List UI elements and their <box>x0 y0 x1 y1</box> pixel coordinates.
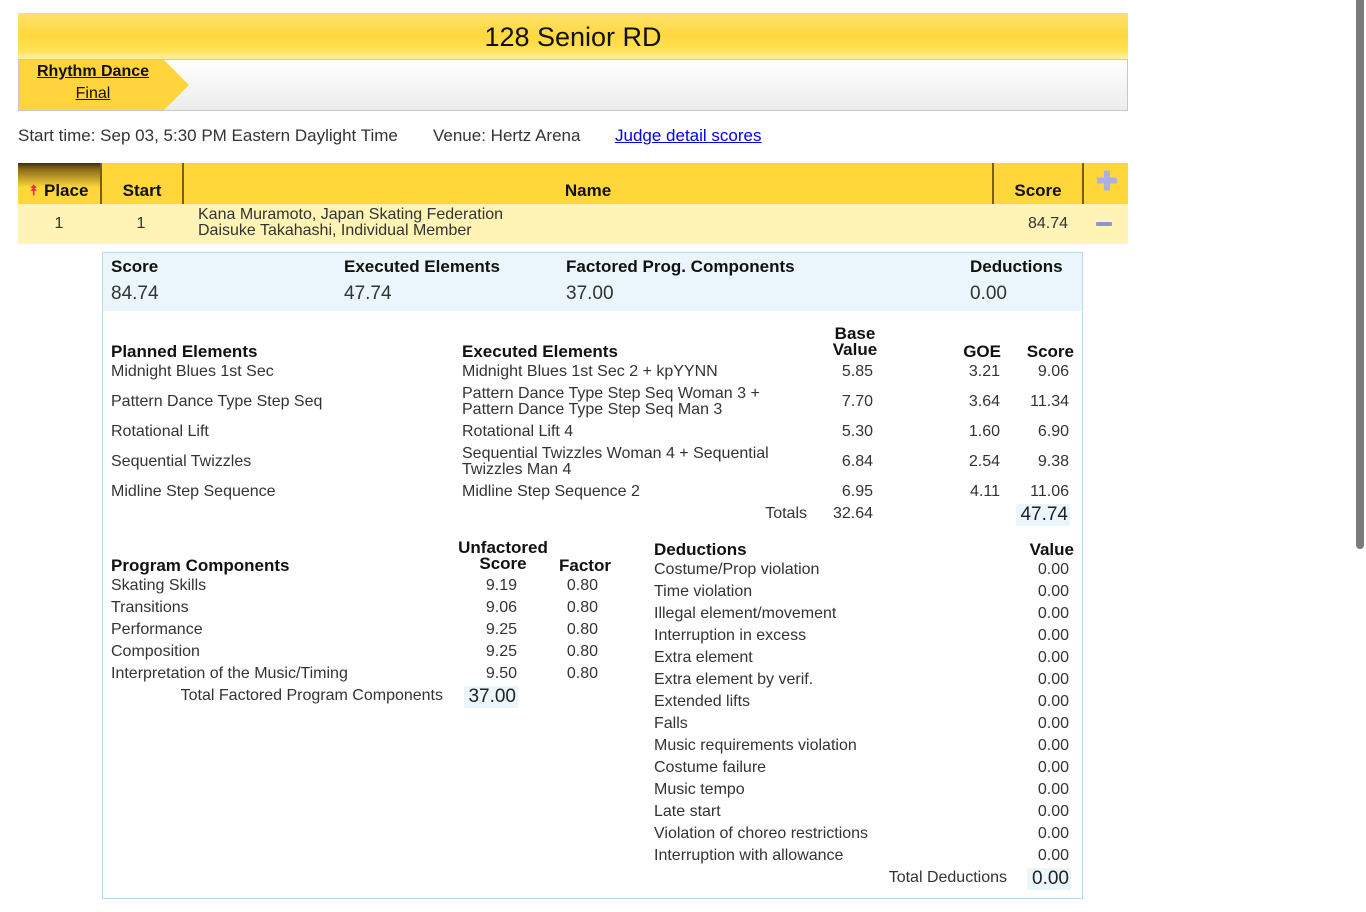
element-score: 11.34 <box>1030 393 1069 410</box>
summary-score-label: Score <box>111 257 159 276</box>
component-score: 9.19 <box>485 577 517 594</box>
deduction-name: Costume/Prop violation <box>654 561 820 578</box>
deduction-name: Interruption in excess <box>654 627 807 644</box>
deduction-value: 0.00 <box>1037 781 1069 798</box>
component-factor: 0.80 <box>566 643 598 660</box>
page-scrollbar[interactable] <box>1354 0 1366 912</box>
deduction-name: Time violation <box>654 583 753 600</box>
planned-element: Midline Step Sequence <box>111 483 276 500</box>
deductions-header: Deductions <box>654 540 747 559</box>
executed-element: Pattern Dance Type Step Seq Woman 3 + <box>462 385 760 402</box>
deduction-name: Illegal element/movement <box>654 605 837 622</box>
total-deductions-value: 0.00 <box>1027 868 1071 890</box>
executed-element: Rotational Lift 4 <box>462 423 574 440</box>
skater-1: Kana Muramoto, Japan Skating Federation <box>198 206 504 223</box>
elements-totals-base: 32.64 <box>832 505 873 522</box>
summary-factored-value: 37.00 <box>566 283 614 304</box>
deduction-value: 0.00 <box>1037 737 1069 754</box>
tab-segment-link[interactable]: Rhythm Dance <box>36 63 150 80</box>
planned-element: Pattern Dance Type Step Seq <box>111 393 323 410</box>
element-score: 9.38 <box>1037 453 1069 470</box>
table-row[interactable] <box>18 204 1128 244</box>
deduction-value: 0.00 <box>1037 671 1069 688</box>
deduction-value: 0.00 <box>1037 605 1069 622</box>
component-factor: 0.80 <box>566 599 598 616</box>
deduction-name: Interruption with allowance <box>654 847 844 864</box>
deduction-value: 0.00 <box>1037 759 1069 776</box>
executed-element-cont: Pattern Dance Type Step Seq Man 3 <box>462 401 723 418</box>
goe-value: 3.21 <box>968 363 1000 380</box>
summary-executed-label: Executed Elements <box>344 257 500 276</box>
planned-element: Sequential Twizzles <box>111 453 252 470</box>
score-column-header[interactable]: Score <box>992 163 1082 204</box>
executed-element: Sequential Twizzles Woman 4 + Sequential <box>462 445 769 462</box>
event-title: 128 Senior RD <box>18 13 1128 59</box>
component-factor: 0.80 <box>566 577 598 594</box>
deduction-value: 0.00 <box>1037 803 1069 820</box>
total-deductions-label: Total Deductions <box>888 869 1007 886</box>
base-value: 7.70 <box>841 393 873 410</box>
deduction-name: Violation of choreo restrictions <box>654 825 869 842</box>
component-name: Composition <box>111 643 200 660</box>
component-score: 9.25 <box>485 643 517 660</box>
goe-header: GOE <box>963 342 1001 361</box>
segment-tab-bar <box>18 59 1128 111</box>
executed-element-cont: Twizzles Man 4 <box>462 461 572 478</box>
goe-value: 1.60 <box>968 423 1000 440</box>
executed-elements-header: Executed Elements <box>462 342 618 361</box>
element-score-header: Score <box>1026 342 1074 361</box>
summary-executed-value: 47.74 <box>344 283 392 304</box>
component-factor: 0.80 <box>566 621 598 638</box>
base-value: 5.85 <box>841 363 873 380</box>
deduction-name: Music requirements violation <box>654 737 857 754</box>
deduction-value: 0.00 <box>1037 649 1069 666</box>
element-score: 6.90 <box>1037 423 1069 440</box>
summary-deductions-label: Deductions <box>970 257 1063 276</box>
component-name: Interpretation of the Music/Timing <box>111 665 348 682</box>
scrollbar-thumb[interactable] <box>1356 0 1364 549</box>
plus-icon[interactable]: ✚ <box>1096 166 1118 196</box>
deduction-name: Extra element <box>654 649 753 666</box>
deduction-value: 0.00 <box>1037 847 1069 864</box>
name-column-header[interactable]: Name <box>182 163 992 204</box>
planned-elements-header: Planned Elements <box>111 342 258 361</box>
deduction-value: 0.00 <box>1037 561 1069 578</box>
deduction-value: 0.00 <box>1037 583 1069 600</box>
program-components-header: Program Components <box>111 556 290 575</box>
result-name <box>198 207 503 239</box>
deduction-value: 0.00 <box>1037 825 1069 842</box>
start-column-header[interactable]: Start <box>100 163 182 204</box>
components-total-label: Total Factored Program Components <box>180 687 443 704</box>
deduction-value: 0.00 <box>1037 715 1069 732</box>
component-name: Transitions <box>111 599 189 616</box>
factor-header: Factor <box>559 556 611 575</box>
deduction-name: Costume failure <box>654 759 767 776</box>
deduction-name: Music tempo <box>654 781 745 798</box>
deduction-name: Extra element by verif. <box>654 671 814 688</box>
component-name: Performance <box>111 621 203 638</box>
result-score: 84.74 <box>1027 215 1068 232</box>
summary-deductions-value: 0.00 <box>970 283 1007 304</box>
result-start: 1 <box>136 215 146 232</box>
elements-totals-label: Totals <box>765 505 807 522</box>
planned-element: Midnight Blues 1st Sec <box>111 363 274 380</box>
component-name: Skating Skills <box>111 577 207 594</box>
component-score: 9.25 <box>485 621 517 638</box>
deduction-value: 0.00 <box>1037 693 1069 710</box>
judge-detail-link[interactable]: Judge detail scores <box>615 126 762 145</box>
planned-element: Rotational Lift <box>111 423 209 440</box>
deduction-name: Late start <box>654 803 721 820</box>
goe-value: 4.11 <box>970 483 1000 500</box>
executed-element: Midline Step Sequence 2 <box>462 483 640 500</box>
base-value-header: Base Value <box>832 324 878 359</box>
component-score: 9.50 <box>485 665 517 682</box>
elements-totals-score: 47.74 <box>1016 504 1070 526</box>
place-column-header[interactable]: ⯭ Place <box>18 163 100 204</box>
summary-score-value: 84.74 <box>111 283 159 304</box>
unfactored-score-header: Unfactored Score <box>458 538 548 573</box>
deduction-value-header: Value <box>1029 540 1074 559</box>
score-detail-panel <box>102 252 1083 899</box>
base-value: 6.84 <box>841 453 873 470</box>
base-value: 5.30 <box>841 423 873 440</box>
executed-element: Midnight Blues 1st Sec 2 + kpYYNN <box>462 363 718 380</box>
result-place: 1 <box>54 215 64 232</box>
venue: Venue: Hertz Arena <box>433 126 581 145</box>
summary-factored-label: Factored Prog. Components <box>566 257 795 276</box>
minus-icon[interactable] <box>1096 222 1112 226</box>
goe-value: 2.54 <box>968 453 1000 470</box>
element-score: 9.06 <box>1037 363 1069 380</box>
score-summary <box>103 253 1082 311</box>
component-score: 9.06 <box>485 599 517 616</box>
skater-2: Daisuke Takahashi, Individual Member <box>198 222 472 239</box>
results-header <box>18 163 1128 204</box>
deduction-name: Falls <box>654 715 688 732</box>
components-total-value: 37.00 <box>464 686 518 708</box>
sort-up-icon[interactable]: ⯭ <box>29 182 38 198</box>
goe-value: 3.64 <box>968 393 1000 410</box>
deduction-value: 0.00 <box>1037 627 1069 644</box>
component-factor: 0.80 <box>566 665 598 682</box>
base-value: 6.95 <box>841 483 873 500</box>
start-time: Start time: Sep 03, 5:30 PM Eastern Daylight Time <box>18 126 398 145</box>
deduction-name: Extended lifts <box>654 693 751 710</box>
tab-round-link[interactable]: Final <box>75 85 111 102</box>
element-score: 11.06 <box>1030 483 1069 500</box>
